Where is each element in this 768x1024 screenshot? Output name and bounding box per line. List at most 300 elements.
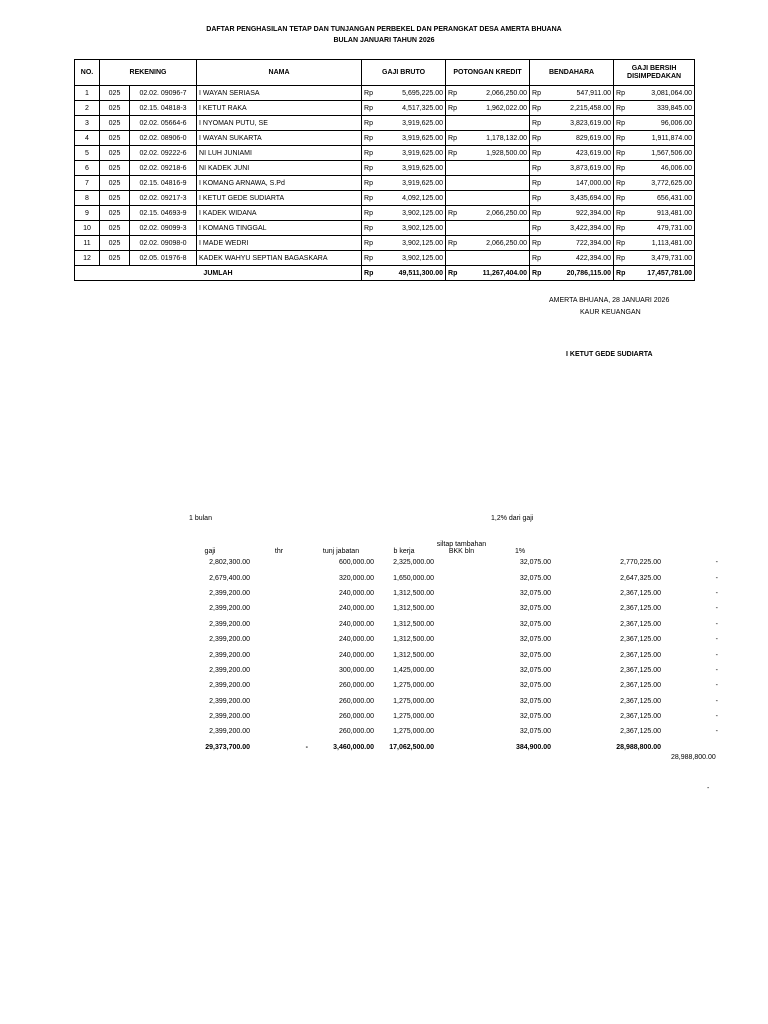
row-rekening: 02.05. 01976-8 [130, 251, 197, 266]
calc-row [170, 617, 718, 632]
row-rekening: 02.02. 05664-6 [130, 116, 197, 131]
calc-pct: 32,075.00 [519, 559, 551, 567]
row-bruto: 3,919,625.00 [376, 161, 446, 176]
row-nama: I KADEK WIDANA [197, 206, 362, 221]
row-bendahara-currency: Rp [530, 116, 544, 131]
row-rekening: 02.02. 09222-6 [130, 146, 197, 161]
row-bruto: 3,902,125.00 [376, 251, 446, 266]
row-potongan [460, 161, 530, 176]
row-bendahara-currency: Rp [530, 236, 544, 251]
row-potongan: 2,066,250.00 [460, 86, 530, 101]
calc-bkerja: 1,312,500.00 [393, 605, 434, 613]
row-no: 1 [75, 86, 100, 101]
table-row [75, 101, 695, 116]
calc-tunj: 240,000.00 [338, 605, 374, 613]
table-row [75, 161, 695, 176]
calc-bkerja: 1,312,500.00 [393, 651, 434, 659]
calc-bkerja: 2,325,000.00 [393, 559, 434, 567]
calc-col-bkerja: b kerja [393, 548, 415, 555]
row-potongan-currency [446, 116, 460, 131]
row-rekening: 02.02. 09096-7 [130, 86, 197, 101]
salary-table [74, 59, 695, 281]
calc-bkerja: 1,275,000.00 [393, 728, 434, 736]
row-potongan-currency [446, 191, 460, 206]
row-rekening: 02.02. 09218-6 [130, 161, 197, 176]
calc-pct: 32,075.00 [519, 697, 551, 705]
table-row [75, 86, 695, 101]
table-row [75, 251, 695, 266]
row-bersih-currency: Rp [614, 221, 628, 236]
row-potongan-currency [446, 251, 460, 266]
row-kode: 025 [100, 101, 130, 116]
calc-gaji: 2,399,200.00 [209, 636, 250, 644]
col-gaji-bruto: GAJI BRUTO [362, 60, 446, 86]
calc-tunj: 240,000.00 [338, 651, 374, 659]
row-bendahara: 3,823,619.00 [544, 116, 614, 131]
row-bersih: 3,479,731.00 [628, 251, 695, 266]
total-bersih-currency: Rp [614, 266, 628, 281]
row-potongan-currency: Rp [446, 236, 460, 251]
row-potongan: 1,928,500.00 [460, 146, 530, 161]
row-kode: 025 [100, 161, 130, 176]
row-potongan-currency [446, 176, 460, 191]
total-potongan: 11,267,404.00 [460, 266, 530, 281]
col-potongan-kredit: POTONGAN KREDIT [446, 60, 530, 86]
calc-bkerja: 1,312,500.00 [393, 620, 434, 628]
row-no: 12 [75, 251, 100, 266]
calc-thr [250, 586, 308, 601]
calc-dash: - [715, 636, 718, 644]
calc-siltap [434, 647, 489, 662]
calc-siltap [434, 694, 489, 709]
row-kode: 025 [100, 131, 130, 146]
row-nama: I MADE WEDRI [197, 236, 362, 251]
calc-total: 2,770,225.00 [620, 559, 661, 567]
calc-dash: - [715, 697, 718, 705]
row-kode: 025 [100, 251, 130, 266]
calc-dash: - [715, 559, 718, 567]
calc-gaji: 2,399,200.00 [209, 728, 250, 736]
row-bruto-currency: Rp [362, 116, 376, 131]
signature-name: I KETUT GEDE SUDIARTA [566, 351, 653, 358]
calc-trailing-dash: - [707, 785, 710, 792]
row-bruto-currency: Rp [362, 86, 376, 101]
row-potongan: 2,066,250.00 [460, 236, 530, 251]
row-bersih: 656,431.00 [628, 191, 695, 206]
row-bersih: 1,113,481.00 [628, 236, 695, 251]
document-subtitle: BULAN JANUARI TAHUN 2026 [333, 37, 435, 44]
row-potongan: 2,066,250.00 [460, 206, 530, 221]
row-bruto-currency: Rp [362, 236, 376, 251]
calc-row [170, 724, 718, 739]
calc-row [170, 709, 718, 724]
calc-col-siltap: siltap tambahan BKK bln [436, 541, 487, 555]
calc-thr [250, 632, 308, 647]
calc-tunj: 260,000.00 [338, 682, 374, 690]
row-bruto: 3,902,125.00 [376, 236, 446, 251]
calc-tunj: 260,000.00 [338, 697, 374, 705]
table-row [75, 206, 695, 221]
row-potongan-currency: Rp [446, 146, 460, 161]
calc-total-siltap [434, 740, 489, 755]
row-bersih: 479,731.00 [628, 221, 695, 236]
row-kode: 025 [100, 206, 130, 221]
calc-gaji: 2,399,200.00 [209, 666, 250, 674]
calc-gaji: 2,399,200.00 [209, 605, 250, 613]
table-row [75, 191, 695, 206]
calc-header-row [170, 533, 718, 555]
row-no: 2 [75, 101, 100, 116]
row-nama: NI KADEK JUNI [197, 161, 362, 176]
calc-gaji: 2,399,200.00 [209, 697, 250, 705]
calc-siltap [434, 663, 489, 678]
row-no: 7 [75, 176, 100, 191]
row-rekening: 02.15. 04693-9 [130, 206, 197, 221]
row-bersih-currency: Rp [614, 191, 628, 206]
row-bersih: 46,006.00 [628, 161, 695, 176]
calc-siltap [434, 709, 489, 724]
calc-bkerja: 1,650,000.00 [393, 574, 434, 582]
calc-tunj: 600,000.00 [338, 559, 374, 567]
calc-siltap [434, 586, 489, 601]
calc-total-row [170, 740, 718, 755]
calc-pct: 32,075.00 [519, 666, 551, 674]
calc-bkerja: 1,312,500.00 [393, 636, 434, 644]
calc-siltap [434, 570, 489, 585]
calc-dash: - [715, 728, 718, 736]
calc-dash: - [715, 713, 718, 721]
calc-row [170, 663, 718, 678]
calc-period-label: 1 bulan [189, 515, 212, 522]
row-nama: I KOMANG TINGGAL [197, 221, 362, 236]
calc-pct: 32,075.00 [519, 636, 551, 644]
table-row [75, 116, 695, 131]
calc-total: 2,367,125.00 [620, 697, 661, 705]
total-label: JUMLAH [75, 266, 362, 281]
calc-row [170, 586, 718, 601]
total-bruto: 49,511,300.00 [376, 266, 446, 281]
calc-total: 2,367,125.00 [620, 636, 661, 644]
row-bersih: 1,911,874.00 [628, 131, 695, 146]
calc-col-tunj: tunj jabatan [322, 548, 360, 555]
row-bendahara: 422,394.00 [544, 251, 614, 266]
row-bersih: 3,772,625.00 [628, 176, 695, 191]
total-bendahara-currency: Rp [530, 266, 544, 281]
table-row [75, 236, 695, 251]
row-potongan [460, 221, 530, 236]
calc-row [170, 632, 718, 647]
row-no: 10 [75, 221, 100, 236]
calc-row [170, 570, 718, 585]
calc-bkerja: 1,275,000.00 [393, 713, 434, 721]
calc-row [170, 555, 718, 570]
calc-total: 2,367,125.00 [620, 728, 661, 736]
row-bendahara: 722,394.00 [544, 236, 614, 251]
col-rekening: REKENING [100, 60, 197, 86]
calc-thr [250, 617, 308, 632]
row-potongan [460, 176, 530, 191]
calc-dash: - [715, 682, 718, 690]
row-rekening: 02.02. 09099-3 [130, 221, 197, 236]
total-bersih: 17,457,781.00 [628, 266, 695, 281]
calc-bkerja: 1,275,000.00 [393, 682, 434, 690]
calc-thr [250, 663, 308, 678]
calc-pct: 32,075.00 [519, 682, 551, 690]
row-rekening: 02.15. 04818-3 [130, 101, 197, 116]
row-bendahara-currency: Rp [530, 161, 544, 176]
row-potongan-currency [446, 161, 460, 176]
row-potongan-currency [446, 221, 460, 236]
row-kode: 025 [100, 191, 130, 206]
calc-col-thr: thr [274, 548, 284, 555]
row-bersih-currency: Rp [614, 86, 628, 101]
calc-pct: 32,075.00 [519, 589, 551, 597]
row-bendahara: 547,911.00 [544, 86, 614, 101]
col-bendahara: BENDAHARA [530, 60, 614, 86]
row-bersih-currency: Rp [614, 176, 628, 191]
row-bruto: 4,517,325.00 [376, 101, 446, 116]
calc-row [170, 678, 718, 693]
calc-pct: 32,075.00 [519, 605, 551, 613]
row-no: 4 [75, 131, 100, 146]
row-no: 6 [75, 161, 100, 176]
calc-gaji: 2,399,200.00 [209, 682, 250, 690]
calc-thr [250, 555, 308, 570]
calc-pct: 32,075.00 [519, 620, 551, 628]
row-potongan [460, 191, 530, 206]
row-bersih-currency: Rp [614, 101, 628, 116]
row-bendahara: 922,394.00 [544, 206, 614, 221]
row-nama: I WAYAN SERIASA [197, 86, 362, 101]
calc-tunj: 320,000.00 [338, 574, 374, 582]
calc-tunj: 240,000.00 [338, 636, 374, 644]
row-no: 11 [75, 236, 100, 251]
row-rekening: 02.02. 09217-3 [130, 191, 197, 206]
calc-bkerja: 1,425,000.00 [393, 666, 434, 674]
calc-total-sum: 28,988,800.00 [616, 743, 661, 751]
row-bersih: 96,006.00 [628, 116, 695, 131]
row-bruto: 3,919,625.00 [376, 116, 446, 131]
row-bendahara: 423,619.00 [544, 146, 614, 161]
calc-percent-label: 1,2% dari gaji [491, 515, 534, 522]
row-bersih-currency: Rp [614, 116, 628, 131]
row-bendahara-currency: Rp [530, 101, 544, 116]
row-bruto-currency: Rp [362, 206, 376, 221]
row-rekening: 02.02. 09098-0 [130, 236, 197, 251]
row-bruto: 3,919,625.00 [376, 131, 446, 146]
row-bendahara-currency: Rp [530, 221, 544, 236]
row-bruto-currency: Rp [362, 101, 376, 116]
row-bendahara: 3,422,394.00 [544, 221, 614, 236]
row-bruto-currency: Rp [362, 176, 376, 191]
calc-row [170, 601, 718, 616]
table-header-row [75, 60, 695, 86]
row-nama: NI LUH JUNIAMI [197, 146, 362, 161]
calc-pct: 32,075.00 [519, 651, 551, 659]
row-kode: 025 [100, 116, 130, 131]
calc-total: 2,367,125.00 [620, 605, 661, 613]
calc-siltap [434, 724, 489, 739]
calc-gaji: 2,679,400.00 [209, 574, 250, 582]
row-no: 5 [75, 146, 100, 161]
row-bruto: 4,092,125.00 [376, 191, 446, 206]
row-bruto-currency: Rp [362, 161, 376, 176]
calc-siltap [434, 555, 489, 570]
row-bendahara: 147,000.00 [544, 176, 614, 191]
calc-tunj: 300,000.00 [338, 666, 374, 674]
total-potongan-currency: Rp [446, 266, 460, 281]
calc-tunj: 260,000.00 [338, 713, 374, 721]
calc-bkerja: 1,312,500.00 [393, 589, 434, 597]
row-potongan [460, 251, 530, 266]
row-bersih-currency: Rp [614, 206, 628, 221]
row-bendahara: 2,215,458.00 [544, 101, 614, 116]
row-nama: I KOMANG ARNAWA, S.Pd [197, 176, 362, 191]
row-nama: I WAYAN SUKARTA [197, 131, 362, 146]
row-potongan-currency: Rp [446, 101, 460, 116]
row-bersih-currency: Rp [614, 161, 628, 176]
col-no: NO. [75, 60, 100, 86]
calc-gaji: 2,399,200.00 [209, 589, 250, 597]
row-kode: 025 [100, 176, 130, 191]
calc-siltap [434, 632, 489, 647]
calc-total-thr: - [305, 743, 308, 751]
row-nama: KADEK WAHYU SEPTIAN BAGASKARA [197, 251, 362, 266]
row-no: 3 [75, 116, 100, 131]
calc-dash: - [715, 605, 718, 613]
row-nama: I KETUT GEDE SUDIARTA [197, 191, 362, 206]
col-gaji-bersih: GAJI BERSIH DISIMPEDAKAN [614, 60, 695, 86]
row-nama: I NYOMAN PUTU, SE [197, 116, 362, 131]
row-bersih-currency: Rp [614, 251, 628, 266]
calc-total: 2,367,125.00 [620, 682, 661, 690]
row-bendahara: 829,619.00 [544, 131, 614, 146]
row-bersih: 3,081,064.00 [628, 86, 695, 101]
calc-tunj: 260,000.00 [338, 728, 374, 736]
table-row [75, 146, 695, 161]
row-potongan-currency: Rp [446, 86, 460, 101]
row-bruto-currency: Rp [362, 251, 376, 266]
calc-siltap [434, 601, 489, 616]
calc-row [170, 647, 718, 662]
row-potongan-currency: Rp [446, 206, 460, 221]
row-kode: 025 [100, 146, 130, 161]
row-bruto-currency: Rp [362, 221, 376, 236]
calc-total: 2,367,125.00 [620, 589, 661, 597]
row-potongan: 1,962,022.00 [460, 101, 530, 116]
row-bendahara-currency: Rp [530, 206, 544, 221]
signature-position: KAUR KEUANGAN [580, 309, 641, 316]
calc-thr [250, 694, 308, 709]
row-bendahara-currency: Rp [530, 131, 544, 146]
calc-bkerja: 1,275,000.00 [393, 697, 434, 705]
calc-row [170, 694, 718, 709]
table-total-row [75, 266, 695, 281]
table-row [75, 176, 695, 191]
calc-gaji: 2,399,200.00 [209, 713, 250, 721]
calc-thr [250, 678, 308, 693]
calc-dash: - [715, 589, 718, 597]
row-rekening: 02.15. 04816-9 [130, 176, 197, 191]
calc-siltap [434, 617, 489, 632]
calc-total: 2,367,125.00 [620, 620, 661, 628]
calc-thr [250, 601, 308, 616]
calc-dash: - [715, 620, 718, 628]
row-bruto-currency: Rp [362, 146, 376, 161]
row-potongan: 1,178,132.00 [460, 131, 530, 146]
row-bruto: 5,695,225.00 [376, 86, 446, 101]
calc-dash: - [715, 666, 718, 674]
calc-thr [250, 709, 308, 724]
calc-thr [250, 570, 308, 585]
calc-col-pct: 1% [514, 548, 526, 555]
row-rekening: 02.02. 08906-0 [130, 131, 197, 146]
calc-gaji: 2,399,200.00 [209, 620, 250, 628]
table-row [75, 221, 695, 236]
calc-pct: 32,075.00 [519, 574, 551, 582]
row-no: 9 [75, 206, 100, 221]
row-bruto: 3,902,125.00 [376, 206, 446, 221]
calc-gaji: 2,399,200.00 [209, 651, 250, 659]
row-potongan [460, 116, 530, 131]
row-bruto-currency: Rp [362, 131, 376, 146]
calc-tunj: 240,000.00 [338, 589, 374, 597]
row-bendahara-currency: Rp [530, 176, 544, 191]
calc-col-gaji: gaji [204, 548, 216, 555]
calc-total-tunj: 3,460,000.00 [333, 743, 374, 751]
calc-pct: 32,075.00 [519, 713, 551, 721]
row-potongan-currency: Rp [446, 131, 460, 146]
row-bruto: 3,919,625.00 [376, 176, 446, 191]
total-bendahara: 20,786,115.00 [544, 266, 614, 281]
row-bersih: 913,481.00 [628, 206, 695, 221]
calc-grand-total: 28,988,800.00 [671, 754, 716, 761]
calc-tunj: 240,000.00 [338, 620, 374, 628]
calc-dash: - [715, 651, 718, 659]
calc-thr [250, 724, 308, 739]
row-kode: 025 [100, 221, 130, 236]
calc-total-blank [661, 740, 718, 755]
calc-dash: - [715, 574, 718, 582]
calc-gaji: 2,802,300.00 [209, 559, 250, 567]
signature-place-date: AMERTA BHUANA, 28 JANUARI 2026 [549, 297, 670, 304]
row-bruto: 3,902,125.00 [376, 221, 446, 236]
row-bruto: 3,919,625.00 [376, 146, 446, 161]
row-no: 8 [75, 191, 100, 206]
col-nama: NAMA [197, 60, 362, 86]
row-bruto-currency: Rp [362, 191, 376, 206]
table-row [75, 131, 695, 146]
row-bersih: 1,567,506.00 [628, 146, 695, 161]
calc-total: 2,367,125.00 [620, 713, 661, 721]
calc-table [170, 533, 718, 755]
calc-total-gaji: 29,373,700.00 [205, 743, 250, 751]
row-bersih: 339,845.00 [628, 101, 695, 116]
row-nama: I KETUT RAKA [197, 101, 362, 116]
row-kode: 025 [100, 236, 130, 251]
calc-total: 2,367,125.00 [620, 666, 661, 674]
row-bendahara-currency: Rp [530, 86, 544, 101]
calc-siltap [434, 678, 489, 693]
calc-total-pct: 384,900.00 [515, 743, 551, 751]
row-bendahara: 3,435,694.00 [544, 191, 614, 206]
calc-total-bkerja: 17,062,500.00 [389, 743, 434, 751]
row-kode: 025 [100, 86, 130, 101]
row-bendahara-currency: Rp [530, 251, 544, 266]
calc-total: 2,367,125.00 [620, 651, 661, 659]
calc-pct: 32,075.00 [519, 728, 551, 736]
row-bersih-currency: Rp [614, 236, 628, 251]
